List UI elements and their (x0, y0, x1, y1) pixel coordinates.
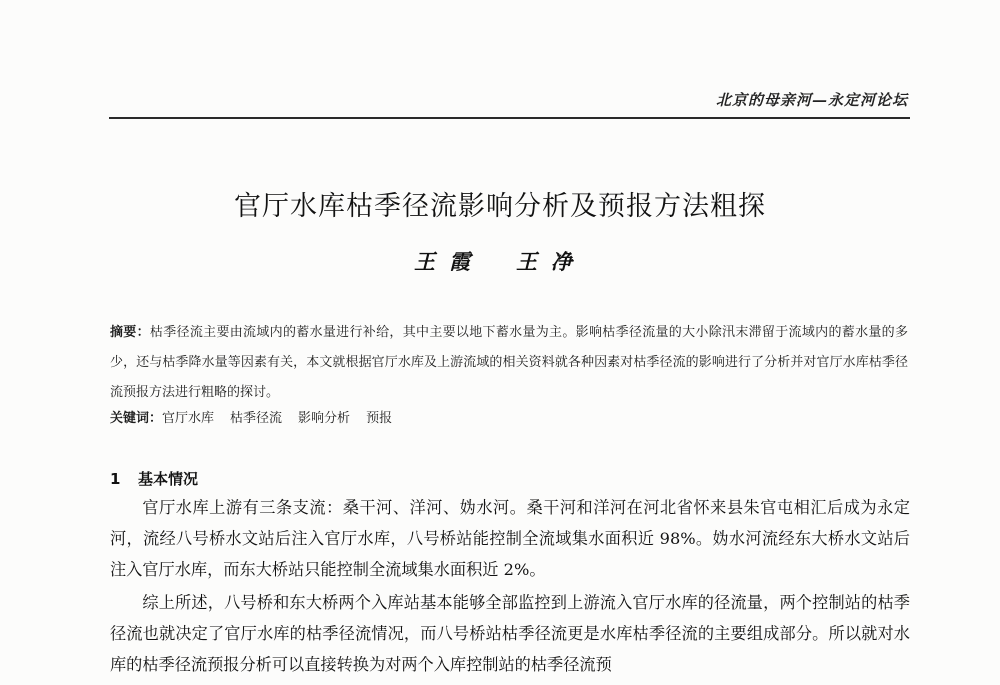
keyword: 预报 (366, 411, 393, 426)
article-title: 官厅水库枯季径流影响分析及预报方法粗探 (234, 191, 766, 222)
keyword: 枯季径流 (230, 411, 283, 426)
section-heading (110, 468, 198, 489)
abstract (110, 318, 908, 408)
keywords-label: 关键词： (110, 411, 163, 426)
section-title: 基本情况 (138, 470, 199, 488)
keyword: 影响分析 (298, 411, 351, 426)
keywords (110, 406, 908, 432)
abstract-text: 枯季径流主要由流域内的蓄水量进行补给，其中主要以地下蓄水量为主。影响枯季径流量的大小除汛末滞留于流域内的蓄水量的多少，还与枯季降水量等因素有关，本文就根据官厅水库及上游流域的相关资料就各种因素对枯季径流的影响进行了分析并对官厅水库枯季径流预报方法进行粗略的探讨。 (110, 325, 908, 400)
running-header: 北京的母亲河—永定河论坛 (715, 91, 908, 109)
section-number: 1 (110, 470, 121, 488)
author-name: 王净 (516, 249, 586, 274)
author-name: 王霞 (414, 249, 484, 274)
body-paragraph: 官厅水库上游有三条支流：桑干河、洋河、妫水河。桑干河和洋河在河北省怀来县朱官屯相汇后成为永定河，流经八号桥水文站后注入官厅水库，八号桥站能控制全流域集水面积近 98%。妫水河流经东大桥水文站后注入官厅水库，而东大桥站只能控制全流域集水面积近 2%。 (110, 498, 910, 579)
body-paragraph: 综上所述，八号桥和东大桥两个入库站基本能够全部监控到上游流入官厅水库的径流量，两个控制站的枯季径流也就决定了官厅水库的枯季径流情况，而八号桥站枯季径流更是水库枯季径流的主要组成部分。所以就对水库的枯季径流预报分析可以直接转换为对两个入库控制站的枯季径流预 (110, 593, 910, 674)
keyword: 官厅水库 (162, 411, 215, 426)
header-rule (109, 117, 910, 119)
author-list (0, 246, 1000, 276)
abstract-label: 摘要： (110, 325, 150, 340)
